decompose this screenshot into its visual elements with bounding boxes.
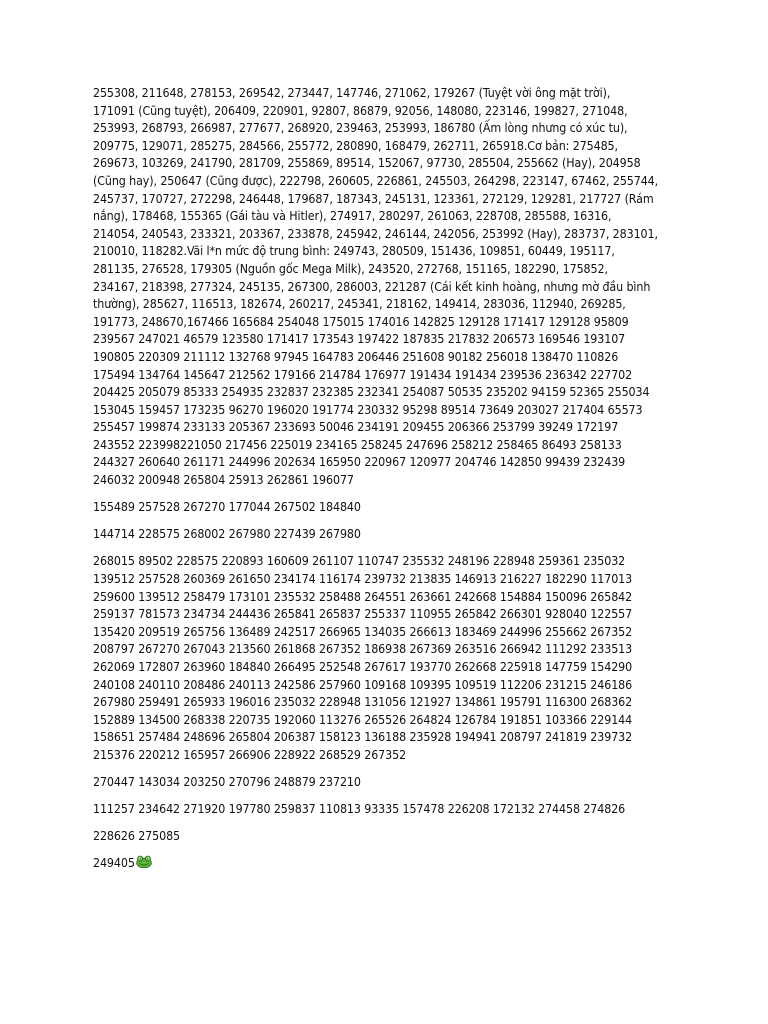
- text-line: 152889 134500 268338 220735 192060 113276 265526 264824 126784 191851 103366 229144: [93, 712, 633, 727]
- text-line: [93, 855, 683, 873]
- text-line: 240108 240110 208486 240113 242586 257960 109168 109395 109519 112206 231215 246186: [93, 677, 633, 692]
- text-line: 267980 259491 265933 196016 235032 228948 131056 121927 134861 195791 116300 268362: [93, 695, 633, 710]
- text-line: 255308, 211648, 278153, 269542, 273447, 147746, 271062, 179267 (Tuyệt vời ông mặt trời),: [93, 86, 611, 100]
- text-line: 239567 247021 46579 123580 171417 173543 197422 187835 217832 206573 169546 193107: [93, 332, 626, 347]
- text-line: 269673, 103269, 241790, 281709, 255869, 89514, 152067, 97730, 285504, 255662 (Hay), 204958: [93, 156, 641, 171]
- paragraph-list-4: [93, 553, 683, 764]
- paragraph-list-8: [93, 855, 683, 873]
- text-line: 210010, 118282.Vãi l*n mức độ trung bình: 249743, 280509, 151436, 109851, 60449, 195117,: [93, 244, 615, 259]
- text-line: 243552 223998221050 217456 225019 234165 258245 247696 258212 258465 86493 258133: [93, 437, 622, 452]
- text-line: 111257 234642 271920 197780 259837 110813 93335 157478 226208 172132 274458 274826: [93, 802, 626, 817]
- text-line: 208797 267270 267043 213560 261868 267352 186938 267369 263516 266942 111292 233513: [93, 642, 633, 657]
- text-line: 270447 143034 203250 270796 248879 237210: [93, 774, 361, 789]
- text-line: 135420 209519 265756 136489 242517 266965 134035 266613 183469 244996 255662 267352: [93, 624, 633, 639]
- text-line: (Cũng hay), 250647 (Cũng được), 222798, 260605, 226861, 245503, 264298, 223147, 67462, 255744,: [93, 173, 659, 188]
- text-line: 215376 220212 165957 266906 228922 268529 267352: [93, 747, 407, 762]
- text-line: 153045 159457 173235 96270 196020 191774 230332 95298 89514 73649 203027 217404 65573: [93, 402, 643, 417]
- paragraph-list-3: [93, 526, 683, 544]
- paragraph-list-5: [93, 774, 683, 792]
- text-line: 262069 172807 263960 184840 266495 252548 267617 193770 262668 225918 147759 154290: [93, 659, 633, 674]
- text-line: 228626 275085: [93, 829, 180, 844]
- text-line: 281135, 276528, 179305 (Nguồn gốc Mega Milk), 243520, 272768, 151165, 182290, 175852,: [93, 261, 608, 276]
- text-line: 259137 781573 234734 244436 265841 265837 255337 110955 265842 266301 928040 122557: [93, 607, 633, 622]
- paragraph-list-6: [93, 801, 683, 819]
- text-line: 234167, 218398, 277324, 245135, 267300, 286003, 221287 (Cái kết kinh hoàng, nhưng mờ đầu bình: [93, 279, 651, 294]
- text-line: nắng), 178468, 155365 (Gái tàu và Hitler), 274917, 280297, 261063, 228708, 285588, 16316,: [93, 209, 612, 224]
- text-line: 144714 228575 268002 267980 227439 267980: [93, 527, 361, 542]
- paragraph-list-7: [93, 828, 683, 846]
- text-line: 259600 139512 258479 173101 235532 258488 264551 263661 242668 154884 150096 265842: [93, 589, 633, 604]
- text-line: 268015 89502 228575 220893 160609 261107 110747 235532 248196 228948 259361 235032: [93, 554, 626, 569]
- text-line: 255457 199874 233133 205367 233693 50046 234191 209455 206366 253799 39249 172197: [93, 420, 619, 435]
- text-line: 191773, 248670,167466 165684 254048 175015 174016 142825 129128 171417 129128 95809: [93, 314, 629, 329]
- text-line: thường), 285627, 116513, 182674, 260217, 245341, 218162, 149414, 283036, 112940, 269285,: [93, 297, 626, 312]
- text-line: 175494 134764 145647 212562 179166 214784 176977 191434 191434 239536 236342 227702: [93, 367, 633, 382]
- frog-emoji-icon: [136, 855, 152, 868]
- text-line: 204425 205079 85333 254935 232837 232385 232341 254087 50535 235202 94159 52365 255034: [93, 385, 650, 400]
- document-body: [93, 85, 683, 882]
- text-line: 244327 260640 261171 244996 202634 165950 220967 120977 204746 142850 99439 232439: [93, 455, 626, 470]
- text-line: 190805 220309 211112 132768 97945 164783 206446 251608 90182 256018 138470 110826: [93, 349, 619, 364]
- text-line: 158651 257484 248696 265804 206387 158123 136188 235928 194941 208797 241819 239732: [93, 730, 633, 745]
- text-line: 155489 257528 267270 177044 267502 184840: [93, 500, 361, 515]
- text-line: 139512 257528 260369 261650 234174 116174 239732 213835 146913 216227 182290 117013: [93, 571, 633, 586]
- text-line: 253993, 268793, 266987, 277677, 268920, 239463, 253993, 186780 (Ấm lòng nhưng có xúc tu),: [93, 121, 628, 136]
- text-line: 171091 (Cũng tuyệt), 206409, 220901, 92807, 86879, 92056, 148080, 223146, 199827, 271048,: [93, 103, 628, 118]
- paragraph-list-2: [93, 499, 683, 517]
- text-line: 245737, 170727, 272298, 246448, 179687, 187343, 245131, 123361, 272129, 129281, 217727 (Rám: [93, 191, 654, 206]
- text-line: 246032 200948 265804 25913 262861 196077: [93, 473, 354, 488]
- text-line: 209775, 129071, 285275, 284566, 255772, 280890, 168479, 262711, 265918.Cơ bản: 275485,: [93, 138, 618, 153]
- last-number: 249405: [93, 856, 135, 871]
- text-line: 214054, 240543, 233321, 203367, 233878, 245942, 246144, 242056, 253992 (Hay), 283737, 283101,: [93, 226, 658, 241]
- paragraph-main-list: [93, 85, 683, 490]
